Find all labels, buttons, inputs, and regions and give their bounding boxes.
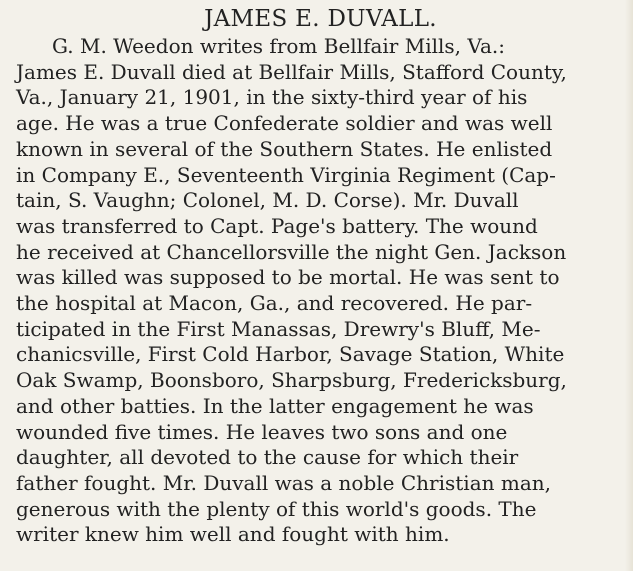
text-line: in Company E., Seventeenth Virginia Regiment (Cap-: [16, 162, 556, 187]
text-line: and other batties. In the latter engagement he was: [16, 393, 534, 418]
obituary-title: JAMES E. DUVALL.: [204, 6, 437, 32]
text-line: Oak Swamp, Boonsboro, Sharpsburg, Fredericksburg,: [16, 368, 567, 393]
text-line: was transferred to Capt. Page's battery. The wound: [16, 213, 538, 238]
text-line: chanicsville, First Cold Harbor, Savage Station, White: [16, 342, 565, 367]
obituary-body: [16, 34, 625, 548]
text-line: tain, S. Vaughn; Colonel, M. D. Corse). Mr. Duvall: [16, 188, 519, 213]
text-line: ticipated in the First Manassas, Drewry's Bluff, Me-: [16, 316, 541, 341]
text-line: father fought. Mr. Duvall was a noble Christian man,: [16, 470, 551, 495]
text-line: G. M. Weedon writes from Bellfair Mills, Va.:: [52, 34, 505, 58]
text-line: writer knew him well and fought with him.: [16, 522, 450, 547]
text-line: known in several of the Southern States. He enlisted: [16, 136, 553, 161]
text-line: the hospital at Macon, Ga., and recovered. He par-: [16, 291, 533, 316]
text-line: James E. Duvall died at Bellfair Mills, Stafford County,: [16, 59, 567, 84]
text-line: wounded five times. He leaves two sons and one: [16, 419, 508, 444]
text-line: generous with the plenty of this world's goods. The: [16, 496, 537, 521]
text-line: daughter, all devoted to the cause for which their: [16, 445, 519, 470]
page-edge-shadow: [625, 0, 633, 571]
text-line: Va., January 21, 1901, in the sixty-third year of his: [16, 85, 528, 110]
text-line: age. He was a true Confederate soldier and was well: [16, 111, 553, 136]
text-line: he received at Chancellorsville the night Gen. Jackson: [16, 239, 567, 264]
text-line: was killed was supposed to be mortal. He was sent to: [16, 265, 560, 290]
